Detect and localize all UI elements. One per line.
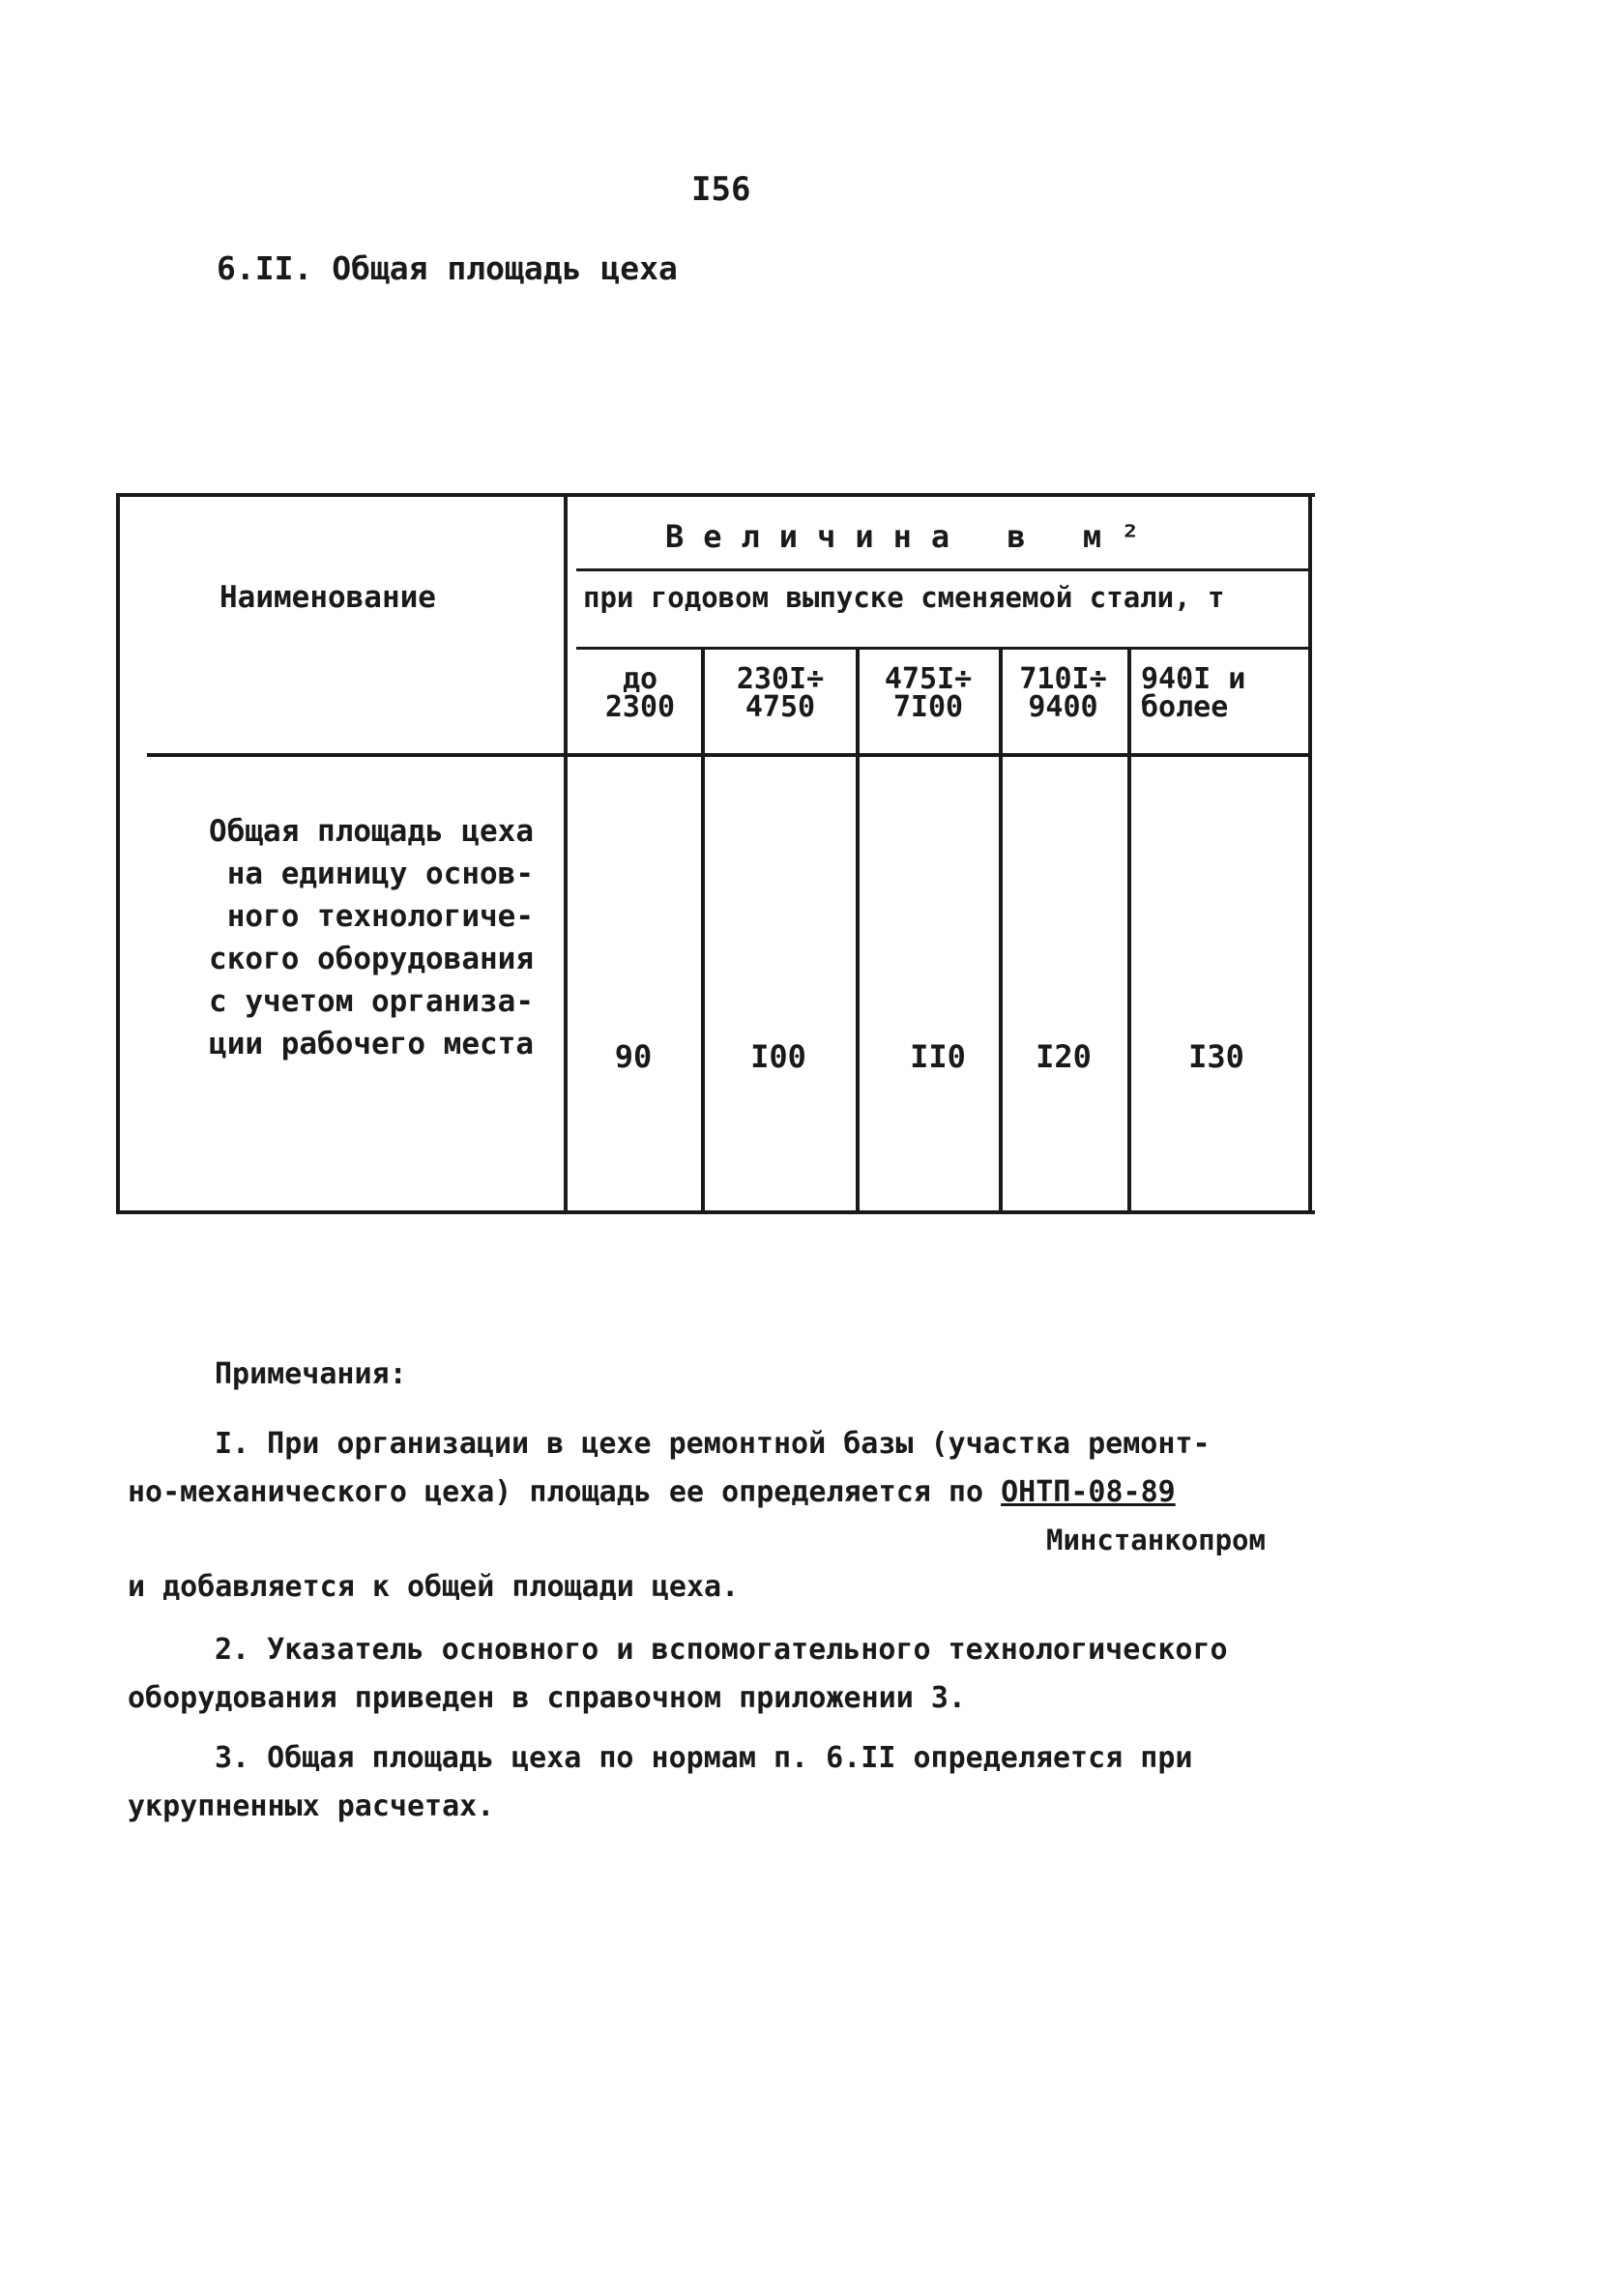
column-header: 940I и более [1141, 662, 1246, 724]
table-col-divider-2 [856, 647, 860, 1214]
note-3-line-1: 3. Общая площадь цеха по нормам п. 6.II определяется при [215, 1741, 1193, 1775]
table-header-rule-2 [576, 647, 1308, 650]
table-header-bottom-rule [147, 753, 1308, 757]
table-cell: I00 [750, 1038, 806, 1075]
norm-reference: ОНТП-08-89 [1001, 1475, 1176, 1509]
note-3-line-2: укрупненных расчетах. [128, 1789, 495, 1823]
note-1-line-3: и добавляется к общей площади цеха. [128, 1570, 740, 1604]
row-label: Общая площадь цеха на единицу основ- ного технологиче- ского оборудования с учетом организа- ции рабочего места [209, 814, 534, 1061]
note-2-line-1: 2. Указатель основного и вспомогательного технологического [215, 1633, 1228, 1667]
section-title: 6.II. Общая площадь цеха [217, 249, 678, 287]
value-header: Величина в м² [665, 518, 1159, 555]
table-cell: 90 [614, 1038, 653, 1075]
table-cell: I30 [1188, 1038, 1244, 1075]
notes-heading: Примечания: [215, 1357, 407, 1391]
table-col-divider-1 [701, 647, 705, 1214]
column-header: 230I÷ 4750 [736, 662, 825, 724]
table-divider-name [564, 493, 568, 1214]
table-header-rule-1 [576, 568, 1308, 571]
note-2-line-2: оборудования приведен в справочном приложении 3. [128, 1681, 966, 1715]
table-bottom-border [116, 1210, 1315, 1214]
column-header: до 2300 [604, 662, 676, 724]
table-cell: II0 [910, 1038, 966, 1075]
note-1-line-2: но-механического цеха) площадь ее определяется по ОНТП-08-89 [128, 1475, 1176, 1509]
name-column-header: Наименование [219, 580, 436, 615]
table-top-border [116, 493, 1315, 497]
value-subheader: при годовом выпуске сменяемой стали, т [583, 581, 1225, 614]
column-header: 475I÷ 7I00 [884, 662, 973, 724]
table-cell: I20 [1036, 1038, 1092, 1075]
table-left-border [116, 493, 120, 1214]
note-1-line-1: I. При организации в цехе ремонтной базы (участка ремонт- [215, 1427, 1211, 1461]
table-col-divider-4 [1127, 647, 1131, 1214]
table-col-divider-3 [999, 647, 1003, 1214]
column-header: 710I÷ 9400 [1019, 662, 1107, 724]
page-number: I56 [691, 170, 751, 209]
table-right-border [1308, 493, 1312, 1214]
note-1-ministry: Минстанкопром [1046, 1524, 1266, 1556]
